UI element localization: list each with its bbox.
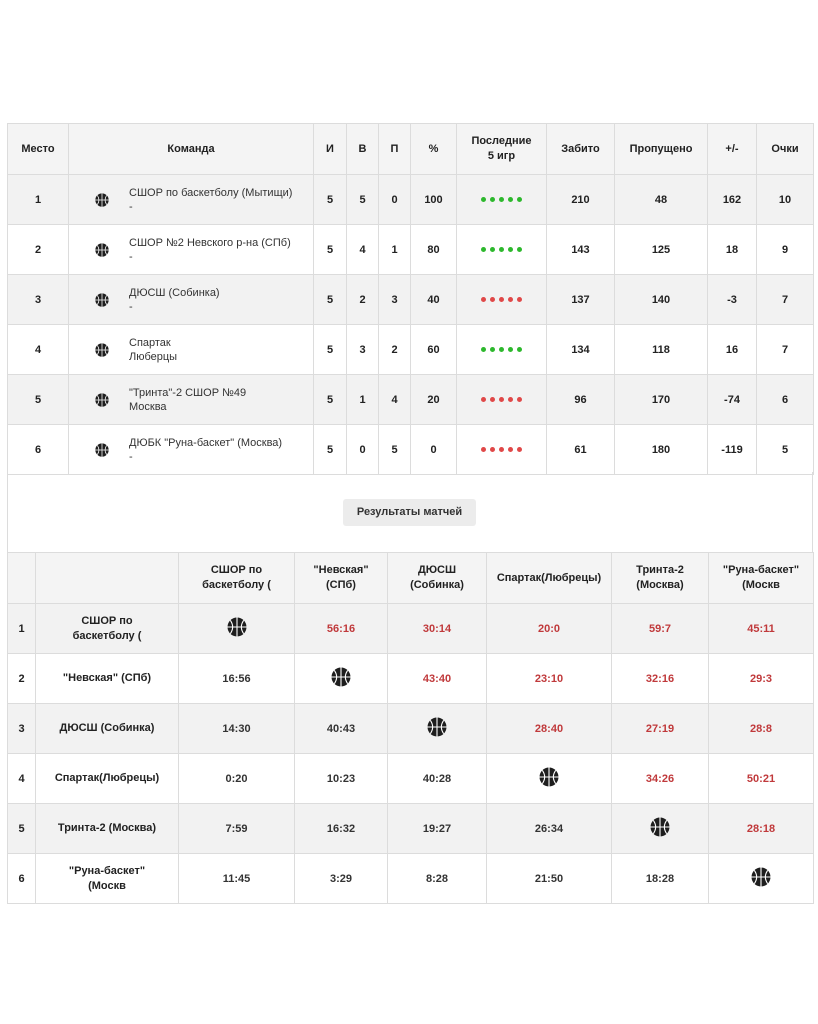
- row-team[interactable]: ДЮСШ (Собинка): [36, 704, 179, 754]
- team-name[interactable]: СШОР №2 Невского р-на (СПб): [129, 236, 291, 249]
- losses-cell: 1: [379, 225, 411, 275]
- loss-dot: [508, 397, 513, 402]
- score-cell[interactable]: 56:16: [295, 604, 388, 654]
- last5-cell: [457, 175, 547, 225]
- row-number: 3: [8, 704, 36, 754]
- points-cell: 9: [757, 225, 814, 275]
- header-conceded: Пропущено: [615, 124, 708, 175]
- wins-cell: 5: [347, 175, 379, 225]
- matrix-corner-team: [36, 553, 179, 604]
- matrix-col-header[interactable]: ДЮСШ (Собинка): [388, 553, 487, 604]
- win-dot: [499, 347, 504, 352]
- basketball-icon: [539, 767, 559, 787]
- scored-cell: 96: [547, 375, 615, 425]
- loss-dot: [508, 447, 513, 452]
- points-cell: 7: [757, 325, 814, 375]
- score-cell[interactable]: 28:18: [709, 804, 814, 854]
- header-scored: Забито: [547, 124, 615, 175]
- loss-dot: [481, 397, 486, 402]
- basketball-icon: [82, 393, 119, 407]
- diff-cell: 16: [708, 325, 757, 375]
- win-dot: [517, 247, 522, 252]
- percent-cell: 60: [411, 325, 457, 375]
- basketball-icon: [331, 667, 351, 687]
- team-city: -: [129, 450, 133, 463]
- header-points: Очки: [757, 124, 814, 175]
- loss-dot: [490, 397, 495, 402]
- score-cell[interactable]: 19:27: [388, 804, 487, 854]
- team-name[interactable]: ДЮБК "Руна-баскет" (Москва): [129, 436, 283, 449]
- team-cell[interactable]: [69, 275, 314, 325]
- matrix-header-row: [8, 553, 814, 604]
- percent-cell: 80: [411, 225, 457, 275]
- win-dot: [490, 197, 495, 202]
- basketball-icon: [82, 443, 119, 457]
- loss-dot: [499, 447, 504, 452]
- conceded-cell: 125: [615, 225, 708, 275]
- diff-cell: -74: [708, 375, 757, 425]
- losses-cell: 4: [379, 375, 411, 425]
- basketball-icon: [751, 867, 771, 887]
- matrix-col-header[interactable]: Спартак(Любрецы): [487, 553, 612, 604]
- win-dot: [481, 347, 486, 352]
- diff-cell: -119: [708, 425, 757, 475]
- games-cell: 5: [314, 425, 347, 475]
- team-cell[interactable]: [69, 175, 314, 225]
- matrix-col-header[interactable]: СШОР по баскетболу (: [179, 553, 295, 604]
- losses-cell: 0: [379, 175, 411, 225]
- matrix-row: [8, 604, 814, 654]
- place-cell: 6: [8, 425, 69, 475]
- basketball-icon: [227, 617, 247, 637]
- conceded-cell: 180: [615, 425, 708, 475]
- matrix-corner-num: [8, 553, 36, 604]
- scored-cell: 134: [547, 325, 615, 375]
- score-cell[interactable]: 28:40: [487, 704, 612, 754]
- loss-dot: [517, 397, 522, 402]
- team-city: Люберцы: [129, 350, 178, 363]
- standings-row[interactable]: [8, 375, 814, 425]
- score-cell[interactable]: 16:56: [179, 654, 295, 704]
- basketball-icon: [82, 193, 119, 207]
- wins-cell: 4: [347, 225, 379, 275]
- scored-cell: 143: [547, 225, 615, 275]
- results-matrix-table: [7, 552, 814, 904]
- loss-dot: [517, 447, 522, 452]
- score-cell[interactable]: 16:32: [295, 804, 388, 854]
- basketball-icon: [82, 243, 119, 257]
- standings-header-row: [8, 124, 814, 175]
- games-cell: 5: [314, 375, 347, 425]
- games-cell: 5: [314, 325, 347, 375]
- score-cell[interactable]: 26:34: [487, 804, 612, 854]
- score-cell[interactable]: 23:10: [487, 654, 612, 704]
- score-cell[interactable]: 11:45: [179, 854, 295, 904]
- row-team[interactable]: СШОР по баскетболу (: [36, 604, 179, 654]
- score-cell[interactable]: 50:21: [709, 754, 814, 804]
- matrix-col-header[interactable]: "Руна-баскет" (Москв: [709, 553, 814, 604]
- standings-row[interactable]: [8, 225, 814, 275]
- place-cell: 5: [8, 375, 69, 425]
- header-wins: В: [347, 124, 379, 175]
- place-cell: 1: [8, 175, 69, 225]
- points-cell: 5: [757, 425, 814, 475]
- row-number: 1: [8, 604, 36, 654]
- loss-dot: [481, 447, 486, 452]
- row-team[interactable]: "Невская" (СПб): [36, 654, 179, 704]
- last5-cell: [457, 375, 547, 425]
- percent-cell: 20: [411, 375, 457, 425]
- conceded-cell: 140: [615, 275, 708, 325]
- losses-cell: 2: [379, 325, 411, 375]
- diff-cell: 18: [708, 225, 757, 275]
- team-cell[interactable]: [69, 375, 314, 425]
- win-dot: [499, 247, 504, 252]
- diff-cell: -3: [708, 275, 757, 325]
- team-city: -: [129, 200, 133, 213]
- win-dot: [499, 197, 504, 202]
- row-team[interactable]: Спартак(Любрецы): [36, 754, 179, 804]
- score-cell[interactable]: 43:40: [388, 654, 487, 704]
- win-dot: [490, 247, 495, 252]
- basketball-icon: [82, 343, 119, 357]
- score-cell[interactable]: 20:0: [487, 604, 612, 654]
- score-cell[interactable]: 10:23: [295, 754, 388, 804]
- win-dot: [481, 247, 486, 252]
- conceded-cell: 170: [615, 375, 708, 425]
- team-city: -: [129, 300, 133, 313]
- loss-dot: [490, 447, 495, 452]
- team-name[interactable]: ДЮСШ (Собинка): [129, 286, 220, 299]
- score-cell[interactable]: 8:28: [388, 854, 487, 904]
- diff-cell: 162: [708, 175, 757, 225]
- matrix-row: [8, 654, 814, 704]
- loss-dot: [517, 297, 522, 302]
- header-losses: П: [379, 124, 411, 175]
- win-dot: [490, 347, 495, 352]
- conceded-cell: 48: [615, 175, 708, 225]
- games-cell: 5: [314, 175, 347, 225]
- team-name[interactable]: Спартак: [129, 336, 171, 349]
- team-city: -: [129, 250, 133, 263]
- diagonal-cell: [487, 754, 612, 804]
- standings-row[interactable]: [8, 425, 814, 475]
- score-cell[interactable]: 34:26: [612, 754, 709, 804]
- games-cell: 5: [314, 275, 347, 325]
- match-results-button[interactable]: Результаты матчей: [343, 499, 476, 526]
- matrix-row: [8, 804, 814, 854]
- loss-dot: [481, 297, 486, 302]
- wins-cell: 0: [347, 425, 379, 475]
- diagonal-cell: [179, 604, 295, 654]
- header-last5: Последние 5 игр: [457, 124, 547, 175]
- basketball-icon: [82, 293, 119, 307]
- matrix-row: [8, 704, 814, 754]
- score-cell[interactable]: 29:3: [709, 654, 814, 704]
- header-games: И: [314, 124, 347, 175]
- win-dot: [517, 197, 522, 202]
- score-cell[interactable]: 40:43: [295, 704, 388, 754]
- basketball-icon: [427, 717, 447, 737]
- loss-dot: [508, 297, 513, 302]
- row-number: 6: [8, 854, 36, 904]
- loss-dot: [499, 397, 504, 402]
- percent-cell: 100: [411, 175, 457, 225]
- losses-cell: 3: [379, 275, 411, 325]
- last5-cell: [457, 225, 547, 275]
- points-cell: 10: [757, 175, 814, 225]
- scored-cell: 61: [547, 425, 615, 475]
- team-cell[interactable]: [69, 225, 314, 275]
- score-cell[interactable]: 32:16: [612, 654, 709, 704]
- diagonal-cell: [612, 804, 709, 854]
- score-cell[interactable]: 14:30: [179, 704, 295, 754]
- score-cell[interactable]: 7:59: [179, 804, 295, 854]
- percent-cell: 0: [411, 425, 457, 475]
- wins-cell: 1: [347, 375, 379, 425]
- header-percent: %: [411, 124, 457, 175]
- team-city: Москва: [129, 400, 167, 413]
- place-cell: 4: [8, 325, 69, 375]
- team-cell[interactable]: [69, 325, 314, 375]
- score-cell[interactable]: 0:20: [179, 754, 295, 804]
- win-dot: [508, 247, 513, 252]
- score-cell[interactable]: 21:50: [487, 854, 612, 904]
- team-name[interactable]: "Тринта"-2 СШОР №49: [129, 386, 247, 399]
- score-cell[interactable]: 3:29: [295, 854, 388, 904]
- standings-row[interactable]: [8, 325, 814, 375]
- header-place: Место: [8, 124, 69, 175]
- diagonal-cell: [709, 854, 814, 904]
- place-cell: 2: [8, 225, 69, 275]
- team-cell[interactable]: [69, 425, 314, 475]
- score-cell[interactable]: 18:28: [612, 854, 709, 904]
- wins-cell: 3: [347, 325, 379, 375]
- matrix-col-header[interactable]: "Невская" (СПб): [295, 553, 388, 604]
- score-cell[interactable]: 59:7: [612, 604, 709, 654]
- row-team[interactable]: "Руна-баскет" (Москв: [36, 854, 179, 904]
- percent-cell: 40: [411, 275, 457, 325]
- matrix-row: [8, 754, 814, 804]
- win-dot: [508, 197, 513, 202]
- last5-cell: [457, 325, 547, 375]
- standings-row[interactable]: [8, 275, 814, 325]
- last5-cell: [457, 275, 547, 325]
- row-team[interactable]: Тринта-2 (Москва): [36, 804, 179, 854]
- losses-cell: 5: [379, 425, 411, 475]
- games-cell: 5: [314, 225, 347, 275]
- score-cell[interactable]: 27:19: [612, 704, 709, 754]
- loss-dot: [490, 297, 495, 302]
- standings-table: [7, 123, 814, 475]
- scored-cell: 210: [547, 175, 615, 225]
- team-name[interactable]: СШОР по баскетболу (Мытищи): [129, 186, 293, 199]
- win-dot: [481, 197, 486, 202]
- score-cell[interactable]: 28:8: [709, 704, 814, 754]
- scored-cell: 137: [547, 275, 615, 325]
- last5-cell: [457, 425, 547, 475]
- points-cell: 6: [757, 375, 814, 425]
- win-dot: [517, 347, 522, 352]
- row-number: 2: [8, 654, 36, 704]
- place-cell: 3: [8, 275, 69, 325]
- header-team: Команда: [69, 124, 314, 175]
- points-cell: 7: [757, 275, 814, 325]
- basketball-icon: [650, 817, 670, 837]
- conceded-cell: 118: [615, 325, 708, 375]
- standings-row[interactable]: [8, 175, 814, 225]
- score-cell[interactable]: 30:14: [388, 604, 487, 654]
- score-cell[interactable]: 45:11: [709, 604, 814, 654]
- header-diff: +/-: [708, 124, 757, 175]
- matrix-col-header[interactable]: Тринта-2 (Москва): [612, 553, 709, 604]
- diagonal-cell: [295, 654, 388, 704]
- loss-dot: [499, 297, 504, 302]
- score-cell[interactable]: 40:28: [388, 754, 487, 804]
- wins-cell: 2: [347, 275, 379, 325]
- diagonal-cell: [388, 704, 487, 754]
- row-number: 4: [8, 754, 36, 804]
- matrix-row: [8, 854, 814, 904]
- win-dot: [508, 347, 513, 352]
- row-number: 5: [8, 804, 36, 854]
